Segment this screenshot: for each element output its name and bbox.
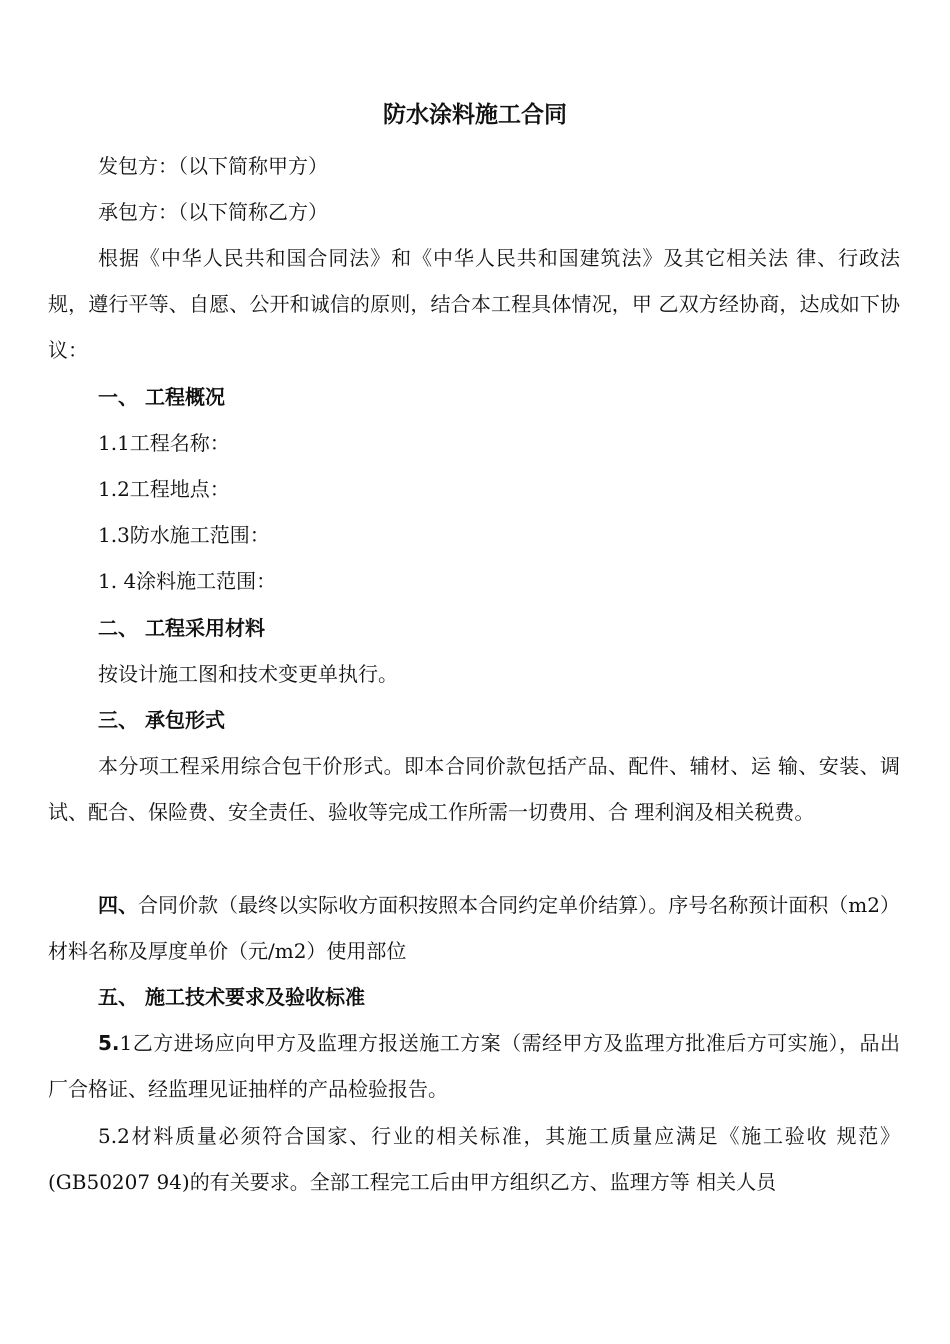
section5-heading: 五、 施工技术要求及验收标准 <box>98 985 365 1009</box>
section2-text: 按设计施工图和技术变更单执行。 <box>98 662 398 686</box>
section1-item-coating-scope: 1. 4涂料施工范围： <box>98 569 277 593</box>
section1-item-location: 1.2工程地点： <box>98 477 230 501</box>
section2-heading: 二、 工程采用材料 <box>98 616 265 640</box>
party-a-line: 发包方：（以下简称甲方） <box>98 154 328 178</box>
section3-heading: 三、 承包形式 <box>98 708 225 732</box>
section1-item-waterproof-scope: 1.3防水施工范围： <box>98 523 270 547</box>
section5-item1-paragraph <box>48 1020 900 1112</box>
section1-item-name: 1.1工程名称： <box>98 431 230 455</box>
section1-heading: 一、 工程概况 <box>98 385 225 409</box>
section5-item1-text: 1乙方进场应向甲方及监理方报送施工方案（需经甲方及监理方批准后方可实施），品出厂合格证、经监理见证抽样的产品检验报告。 <box>48 1031 900 1101</box>
section4-lead: 四、 <box>98 893 139 917</box>
section3-paragraph: 本分项工程采用综合包干价形式。即本合同价款包括产品、配件、辅材、运 输、安装、调试、配合、保险费、安全责任、验收等完成工作所需一切费用、合 理利润及相关税费。 <box>48 754 900 824</box>
preamble-paragraph: 根据《中华人民共和国合同法》和《中华人民共和国建筑法》及其它相关法 律、行政法规，遵行平等、自愿、公开和诚信的原则，结合本工程具体情况，甲 乙双方经协商，达成如下协议： <box>48 246 900 362</box>
section4-paragraph <box>48 882 900 974</box>
section4-text: 合同价款（最终以实际收方面积按照本合同约定单价结算）。序号名称预计面积（m2）材料名称及厚度单价（元/m2）使用部位 <box>48 893 900 963</box>
section5-item1-lead: 5. <box>98 1031 120 1055</box>
document-title: 防水涂料施工合同 <box>383 102 567 128</box>
party-b-line: 承包方：（以下简称乙方） <box>98 200 328 224</box>
section5-item2-paragraph: 5.2材料质量必须符合国家、行业的相关标准，其施工质量应满足《施工验收 规范》(GB50207 94)的有关要求。全部工程完工后由甲方组织乙方、监理方等 相关人员 <box>48 1124 900 1194</box>
